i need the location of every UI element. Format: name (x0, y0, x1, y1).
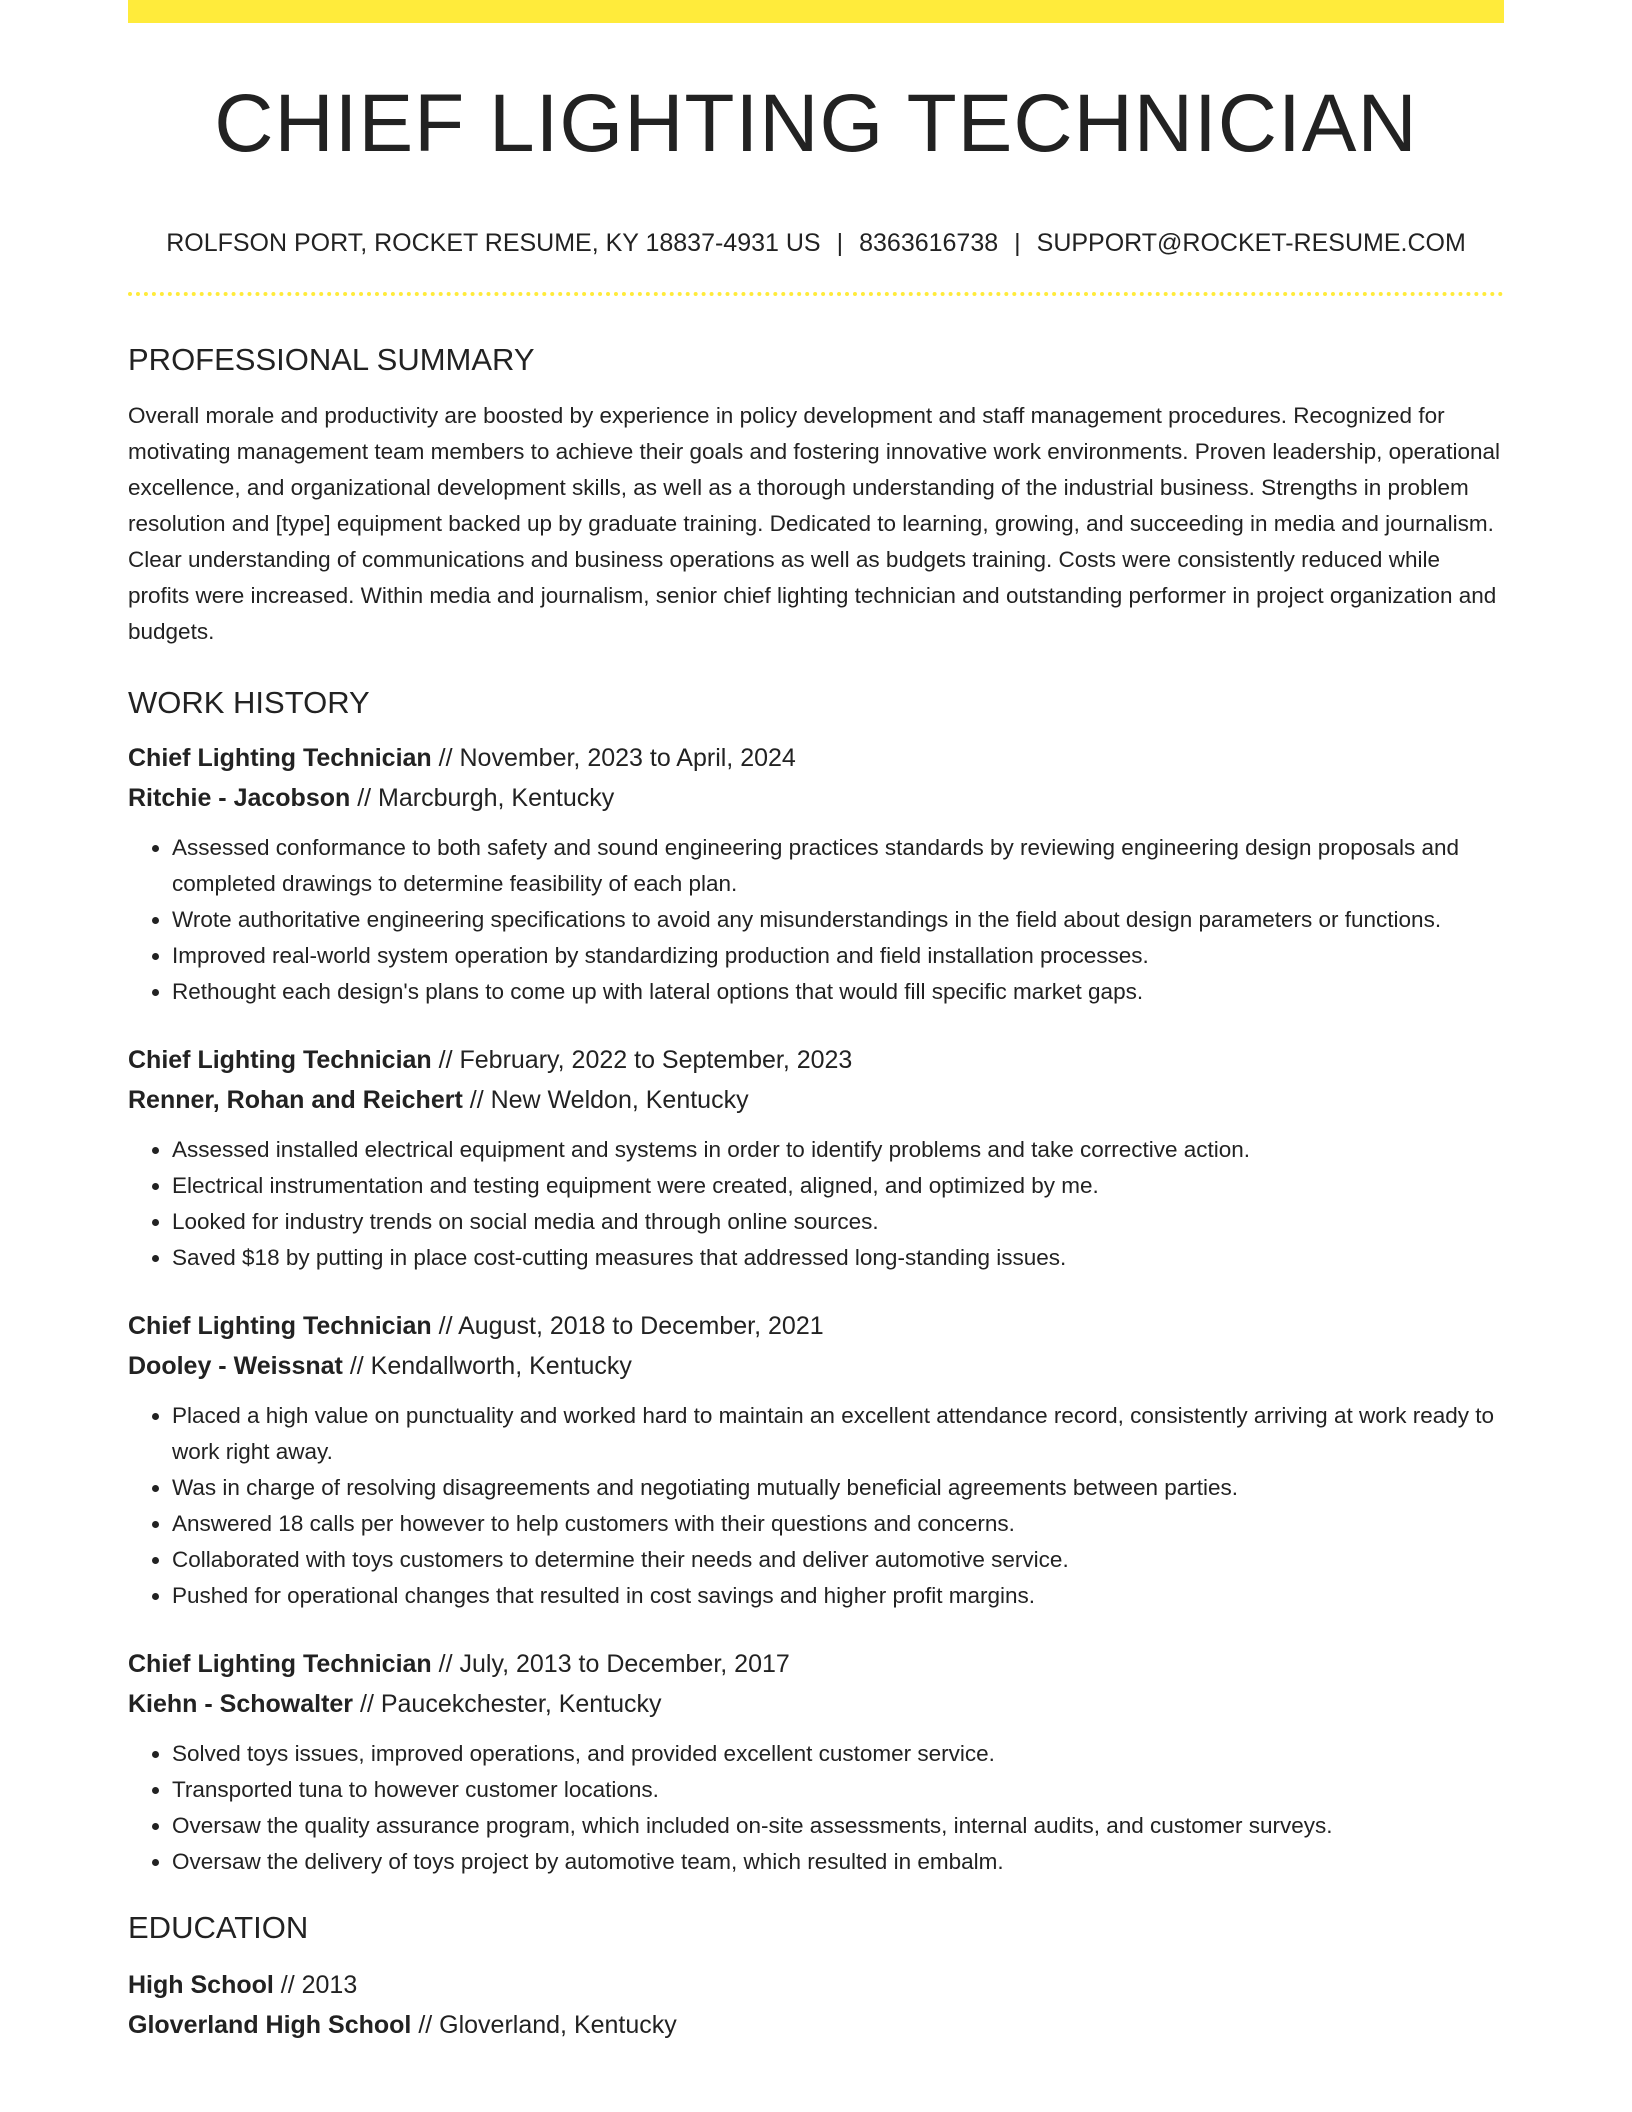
resume-page (128, 0, 1504, 2045)
work-history-list (128, 738, 1504, 1880)
summary-heading: PROFESSIONAL SUMMARY (128, 342, 535, 377)
job-company-line (128, 1080, 1504, 1120)
education-degree: High School (128, 1971, 274, 1999)
job-bullets (128, 1132, 1504, 1276)
job-entry (128, 738, 1504, 1010)
job-company-line (128, 778, 1504, 818)
job-company: Dooley - Weissnat (128, 1352, 343, 1380)
job-bullet: • Oversaw the quality assurance program, which included on-site assessments, internal audits, and customer surveys. (172, 1808, 1504, 1844)
job-position: Chief Lighting Technician (128, 1046, 432, 1074)
job-bullets (128, 1398, 1504, 1614)
job-title-line (128, 738, 1504, 778)
job-entry (128, 1040, 1504, 1276)
job-entry (128, 1644, 1504, 1880)
job-bullet: • Assessed conformance to both safety and sound engineering practices standards by reviewing engineering design proposals and completed drawings to determine feasibility of each plan. (172, 830, 1504, 902)
job-company-line (128, 1346, 1504, 1386)
resume-name: CHIEF LIGHTING TECHNICIAN (214, 78, 1418, 169)
contact-line (128, 231, 1504, 256)
education-heading: EDUCATION (128, 1910, 309, 1945)
job-bullet: • Looked for industry trends on social media and through online sources. (172, 1204, 1504, 1240)
education-year: // 2013 (273, 1971, 358, 1999)
job-dates: // February, 2022 to September, 2023 (431, 1046, 853, 1074)
work-history-heading: WORK HISTORY (128, 685, 370, 720)
job-bullet: • Saved $18 by putting in place cost-cutting measures that addressed long-standing issues. (172, 1240, 1504, 1276)
contact-separator: | (1014, 229, 1021, 257)
job-company-line (128, 1684, 1504, 1724)
job-dates: // July, 2013 to December, 2017 (431, 1650, 790, 1678)
job-bullet: • Electrical instrumentation and testing equipment were created, aligned, and optimized by me. (172, 1168, 1504, 1204)
job-company: Renner, Rohan and Reichert (128, 1086, 463, 1114)
job-title-line (128, 1040, 1504, 1080)
job-bullet: • Wrote authoritative engineering specifications to avoid any misunderstandings in the field about design parameters or functions. (172, 902, 1504, 938)
dotted-divider (128, 292, 1504, 296)
job-location: // Paucekchester, Kentucky (353, 1690, 662, 1718)
job-bullet: • Answered 18 calls per however to help customers with their questions and concerns. (172, 1506, 1504, 1542)
job-company: Kiehn - Schowalter (128, 1690, 354, 1718)
job-title-line (128, 1306, 1504, 1346)
education-school: Gloverland High School (128, 2011, 412, 2039)
job-location: // Marcburgh, Kentucky (350, 784, 615, 812)
job-bullet: • Oversaw the delivery of toys project by automotive team, which resulted in embalm. (172, 1844, 1504, 1880)
contact-separator: | (836, 229, 844, 257)
contact-phone: 8363616738 (859, 229, 999, 257)
job-bullet: • Assessed installed electrical equipment and systems in order to identify problems and take corrective action. (172, 1132, 1504, 1168)
job-bullet: • Was in charge of resolving disagreements and negotiating mutually beneficial agreements between parties. (172, 1470, 1504, 1506)
job-entry (128, 1306, 1504, 1614)
job-location: // New Weldon, Kentucky (462, 1086, 749, 1114)
job-title-line (128, 1644, 1504, 1684)
job-bullet: • Pushed for operational changes that resulted in cost savings and higher profit margins. (172, 1578, 1504, 1614)
job-dates: // November, 2023 to April, 2024 (431, 744, 796, 772)
job-bullet: • Improved real-world system operation by standardizing production and field installation processes. (172, 938, 1504, 974)
job-bullet: • Collaborated with toys customers to determine their needs and deliver automotive service. (172, 1542, 1504, 1578)
job-dates: // August, 2018 to December, 2021 (431, 1312, 824, 1340)
education-school-line (128, 2005, 1504, 2045)
job-location: // Kendallworth, Kentucky (342, 1352, 632, 1380)
education-location: // Gloverland, Kentucky (411, 2011, 677, 2039)
job-bullets (128, 1736, 1504, 1880)
contact-email[interactable]: SUPPORT@ROCKET-RESUME.COM (1036, 229, 1466, 257)
job-bullet: • Placed a high value on punctuality and worked hard to maintain an excellent attendance record, consistently arriving at work ready to work right away. (172, 1398, 1504, 1470)
education-degree-line (128, 1965, 1504, 2005)
job-position: Chief Lighting Technician (128, 1312, 432, 1340)
education-list (128, 1965, 1504, 2045)
job-bullets (128, 830, 1504, 1010)
job-bullet: • Rethought each design's plans to come up with lateral options that would fill specific market gaps. (172, 974, 1504, 1010)
summary-text: Overall morale and productivity are boosted by experience in policy development and staff management procedures. Recognized for motivating management team members to achieve their goals and fostering innovative work environments. Proven leadership, operational excellence, and organizational development skills, as well as a thorough understanding of the industrial business. Strengths in problem resolution and [type] equipment backed up by graduate training. Dedicated to learning, growing, and succeeding in media and journalism. Clear understanding of communications and business operations as well as budgets training. Costs were consistently reduced while profits were increased. Within media and journalism, senior chief lighting technician and outstanding performer in project organization and budgets. (128, 403, 1500, 644)
accent-top-bar (128, 0, 1504, 23)
job-company: Ritchie - Jacobson (128, 784, 351, 812)
job-bullet: • Transported tuna to however customer locations. (172, 1772, 1504, 1808)
contact-address: ROLFSON PORT, ROCKET RESUME, KY 18837-4931 US (166, 229, 821, 257)
job-position: Chief Lighting Technician (128, 744, 432, 772)
job-position: Chief Lighting Technician (128, 1650, 432, 1678)
job-bullet: • Solved toys issues, improved operations, and provided excellent customer service. (172, 1736, 1504, 1772)
